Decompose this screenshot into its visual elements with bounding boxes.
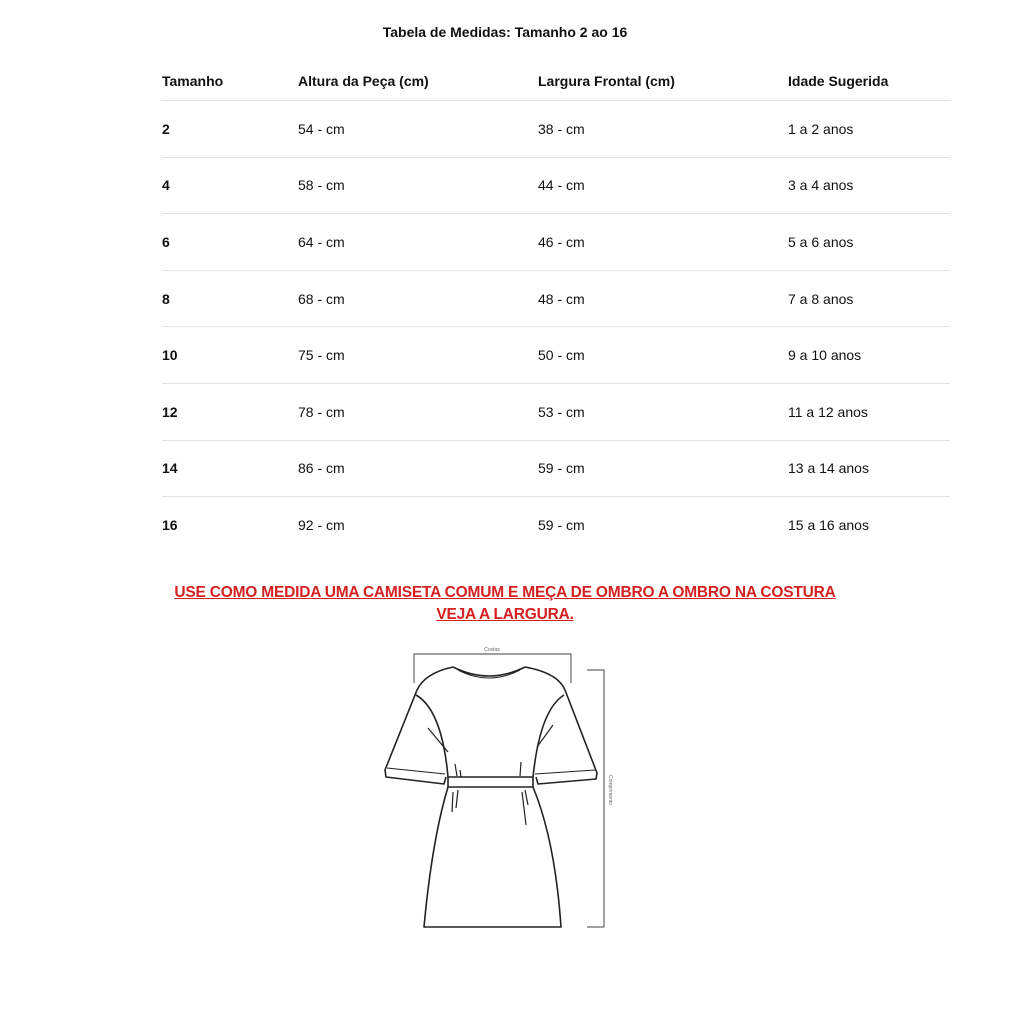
width-cell: 50 - cm [538,347,585,364]
table-row [162,158,950,215]
note-line-1: USE COMO MEDIDA UMA CAMISETA COMUM E MEÇA DE OMBRO A OMBRO NA COSTURA [174,584,836,601]
page-title: Tabela de Medidas: Tamanho 2 ao 16 [382,24,628,40]
age-cell: 1 a 2 anos [788,120,854,137]
width-cell: 59 - cm [538,460,585,477]
table-row [162,441,950,498]
age-cell: 15 a 16 anos [788,516,869,533]
age-cell: 11 a 12 anos [788,403,868,420]
height-cell: 64 - cm [298,233,345,250]
width-cell: 38 - cm [538,120,585,137]
dress-diagram [380,640,620,940]
table-row [162,101,950,158]
age-cell: 3 a 4 anos [788,177,854,194]
measurement-note [0,582,1010,626]
height-cell: 86 - cm [298,460,345,477]
size-cell: 4 [162,177,170,194]
size-cell: 6 [162,233,170,250]
height-cell: 68 - cm [298,290,345,307]
width-cell: 59 - cm [538,516,585,533]
table-row [162,384,950,441]
size-cell: 14 [162,460,178,477]
age-cell: 5 a 6 anos [788,233,854,250]
table-row [162,214,950,271]
width-cell: 48 - cm [538,290,585,307]
dress-outline [385,667,597,927]
height-cell: 75 - cm [298,347,345,364]
width-cell: 46 - cm [538,233,585,250]
length-bracket [587,670,604,927]
table-header [162,62,950,101]
width-cell: 53 - cm [538,403,585,420]
header-size: Tamanho [162,73,224,89]
size-cell: 12 [162,403,178,420]
height-cell: 58 - cm [298,177,345,194]
header-height: Altura da Peça (cm) [298,73,429,89]
width-cell: 44 - cm [538,177,585,194]
height-cell: 92 - cm [298,516,345,533]
length-label: Comprimento [607,774,613,806]
table-row [162,497,950,553]
table-row [162,327,950,384]
age-cell: 9 a 10 anos [788,347,862,364]
table-row [162,271,950,328]
size-cell: 8 [162,290,170,307]
size-cell: 2 [162,120,170,137]
size-table [162,62,950,553]
width-bracket [414,654,571,683]
age-cell: 7 a 8 anos [788,290,854,307]
header-age: Idade Sugerida [788,73,889,89]
note-line-2: VEJA A LARGURA. [436,606,574,623]
size-cell: 16 [162,516,178,533]
height-cell: 78 - cm [298,403,345,420]
height-cell: 54 - cm [298,120,345,137]
age-cell: 13 a 14 anos [788,460,869,477]
header-width: Largura Frontal (cm) [538,73,675,89]
width-label: Costas [484,647,500,653]
size-cell: 10 [162,347,178,364]
